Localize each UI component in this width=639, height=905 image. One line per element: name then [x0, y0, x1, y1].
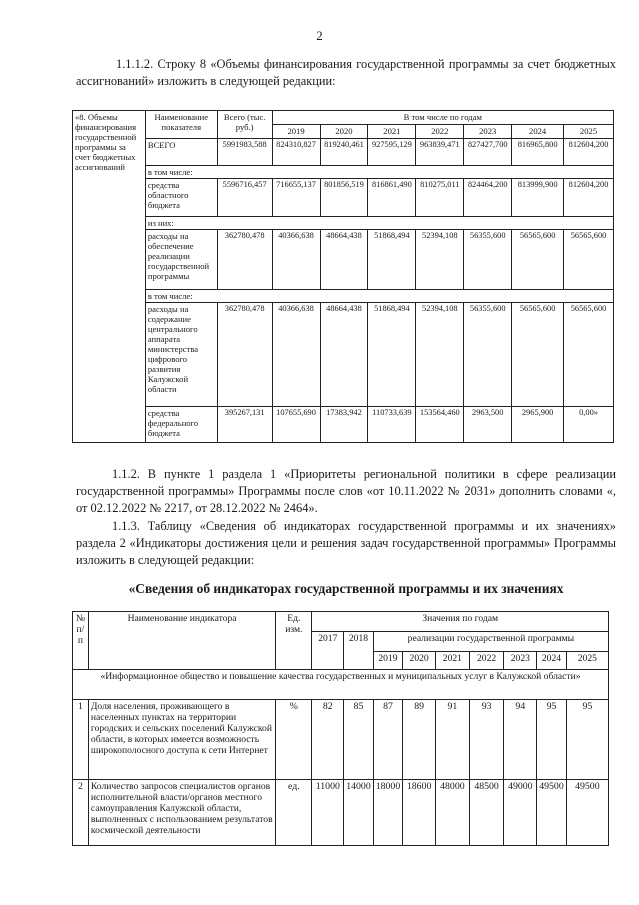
- value-cell: 816861,490: [368, 179, 416, 217]
- value-cell: 48500: [469, 780, 504, 846]
- col-years-group-header: В том числе по годам: [272, 111, 613, 125]
- finance-row-label: «8. Объемы финансирования государственной программы за счет бюджетных ассигнований: [73, 111, 146, 443]
- indicator-name: Доля населения, проживающего в населенных пунктах на территории городских и сельских поселений Калужской области, в которых имеется возможность широкополосного доступа к сети Интернет: [88, 700, 275, 780]
- value-cell: 56565,600: [564, 230, 614, 290]
- value-cell: 14000: [344, 780, 374, 846]
- value-cell: 87: [373, 700, 403, 780]
- value-cell: 2963,500: [464, 407, 512, 443]
- year-header: 2020: [403, 652, 436, 670]
- value-cell: 85: [344, 700, 374, 780]
- value-cell: 48664,438: [320, 230, 368, 290]
- row-name: в том числе:: [145, 290, 613, 303]
- value-cell: 95: [566, 700, 608, 780]
- value-cell: 927595,129: [368, 139, 416, 166]
- row-total: 362780,478: [217, 303, 272, 407]
- col-no-header: № п/п: [73, 612, 89, 670]
- finance-table: [72, 110, 614, 443]
- table-row: [73, 179, 614, 217]
- value-cell: 56355,600: [464, 230, 512, 290]
- value-cell: 110733,639: [368, 407, 416, 443]
- year-header: 2020: [320, 125, 368, 139]
- value-cell: 963839,471: [416, 139, 464, 166]
- row-name: расходы на содержание центрального аппарата министерства цифрового развития Калужской области: [145, 303, 217, 407]
- value-cell: 40366,638: [272, 303, 320, 407]
- value-cell: 48000: [436, 780, 470, 846]
- intro-paragraph: 1.1.1.2. Строку 8 «Объемы финансирования государственной программы за счет бюджетных ассигнований» изложить в следующей редакции:: [76, 57, 616, 88]
- table-row: [73, 303, 614, 407]
- year-header: 2023: [464, 125, 512, 139]
- year-header: 2023: [504, 652, 537, 670]
- col-total-header: Всего (тыс. руб.): [217, 111, 272, 139]
- row-name: из них:: [145, 217, 613, 230]
- year-header: 2025: [564, 125, 614, 139]
- value-cell: 801856,519: [320, 179, 368, 217]
- table-row: [73, 217, 614, 230]
- page-number: 2: [316, 28, 323, 43]
- year-header: 2021: [368, 125, 416, 139]
- row-name: в том числе:: [145, 166, 613, 179]
- value-cell: 813999,900: [512, 179, 564, 217]
- value-cell: 52394,108: [416, 230, 464, 290]
- table-row: [73, 407, 614, 443]
- year-header: 2017: [312, 632, 344, 670]
- row-unit: ед.: [276, 780, 312, 846]
- table-row: [73, 700, 609, 780]
- table-row: [73, 139, 614, 166]
- value-cell: 11000: [312, 780, 344, 846]
- year-header: 2019: [272, 125, 320, 139]
- value-cell: 816965,800: [512, 139, 564, 166]
- row-name: ВСЕГО: [145, 139, 217, 166]
- row-number: 1: [73, 700, 89, 780]
- table-row: [73, 290, 614, 303]
- value-cell: 56565,600: [512, 303, 564, 407]
- row-total: 395267,131: [217, 407, 272, 443]
- value-cell: 95: [537, 700, 567, 780]
- year-header: 2021: [436, 652, 470, 670]
- indicator-name: Количество запросов специалистов органов исполнительной власти/органов местного самоуправления Калужской области, выполненных с использованием результатов космической деятельности: [88, 780, 275, 846]
- value-cell: 56565,600: [564, 303, 614, 407]
- row-total: 5596716,457: [217, 179, 272, 217]
- value-cell: 91: [436, 700, 470, 780]
- value-cell: 17383,942: [320, 407, 368, 443]
- table-row: [73, 166, 614, 179]
- year-header: 2025: [566, 652, 608, 670]
- row-total: 5991983,588: [217, 139, 272, 166]
- col-unit-header: Ед. изм.: [276, 612, 312, 670]
- value-cell: 56355,600: [464, 303, 512, 407]
- year-header: 2024: [537, 652, 567, 670]
- value-cell: 824310,827: [272, 139, 320, 166]
- year-header: 2019: [373, 652, 403, 670]
- row-name: средства областного бюджета: [145, 179, 217, 217]
- value-cell: 51868,494: [368, 230, 416, 290]
- year-header: 2024: [512, 125, 564, 139]
- value-cell: 94: [504, 700, 537, 780]
- value-cell: 51868,494: [368, 303, 416, 407]
- value-cell: 18600: [403, 780, 436, 846]
- row-total: 362780,478: [217, 230, 272, 290]
- value-cell: 810275,011: [416, 179, 464, 217]
- value-cell: 52394,108: [416, 303, 464, 407]
- row-unit: %: [276, 700, 312, 780]
- col-name-header: Наименование индикатора: [88, 612, 275, 670]
- section-title: «Информационное общество и повышение качества государственных и муниципальных услуг в Калужской области»: [73, 670, 609, 700]
- value-cell: 812604,200: [564, 139, 614, 166]
- value-cell: 49500: [537, 780, 567, 846]
- col-indicator-header: Наименование показателя: [145, 111, 217, 139]
- value-cell: 819240,461: [320, 139, 368, 166]
- row-number: 2: [73, 780, 89, 846]
- value-cell: 2965,900: [512, 407, 564, 443]
- table-row: [73, 780, 609, 846]
- value-cell: 40366,638: [272, 230, 320, 290]
- value-cell: 49000: [504, 780, 537, 846]
- value-cell: 812604,200: [564, 179, 614, 217]
- year-header: 2022: [469, 652, 504, 670]
- value-cell: 56565,600: [512, 230, 564, 290]
- year-header: 2022: [416, 125, 464, 139]
- value-cell: 93: [469, 700, 504, 780]
- value-cell: 824464,200: [464, 179, 512, 217]
- row-name: расходы на обеспечение реализации государственной программы: [145, 230, 217, 290]
- value-cell: 49500: [566, 780, 608, 846]
- year-header: 2018: [344, 632, 374, 670]
- value-cell: 0,00»: [564, 407, 614, 443]
- value-cell: 827427,700: [464, 139, 512, 166]
- value-cell: 48664,438: [320, 303, 368, 407]
- value-cell: 89: [403, 700, 436, 780]
- impl-group-header: реализации государственной программы: [373, 632, 608, 652]
- value-cell: 18000: [373, 780, 403, 846]
- values-group-header: Значения по годам: [312, 612, 609, 632]
- value-cell: 82: [312, 700, 344, 780]
- paragraph-3: 1.1.3. Таблицу «Сведения об индикаторах государственной программы и их значениях» раздела 2 «Индикаторы достижения цели и решения задач государственной программы» Программы изложить в следующей редакции:: [76, 519, 616, 567]
- value-cell: 716655,137: [272, 179, 320, 217]
- paragraph-2: 1.1.2. В пункте 1 раздела 1 «Приоритеты региональной политики в сфере реализации государственной программы» Программы после слов «от 10.11.2022 № 2031» дополнить словами «, от 02.12.2022 № 2217, от 28.12.2022 № 2464».: [76, 467, 616, 515]
- value-cell: 107655,690: [272, 407, 320, 443]
- value-cell: 153564,460: [416, 407, 464, 443]
- row-name: средства федерального бюджета: [145, 407, 217, 443]
- table-row: [73, 230, 614, 290]
- indicators-title: «Сведения об индикаторах государственной программы и их значениях: [128, 581, 564, 596]
- indicators-table: [72, 611, 609, 846]
